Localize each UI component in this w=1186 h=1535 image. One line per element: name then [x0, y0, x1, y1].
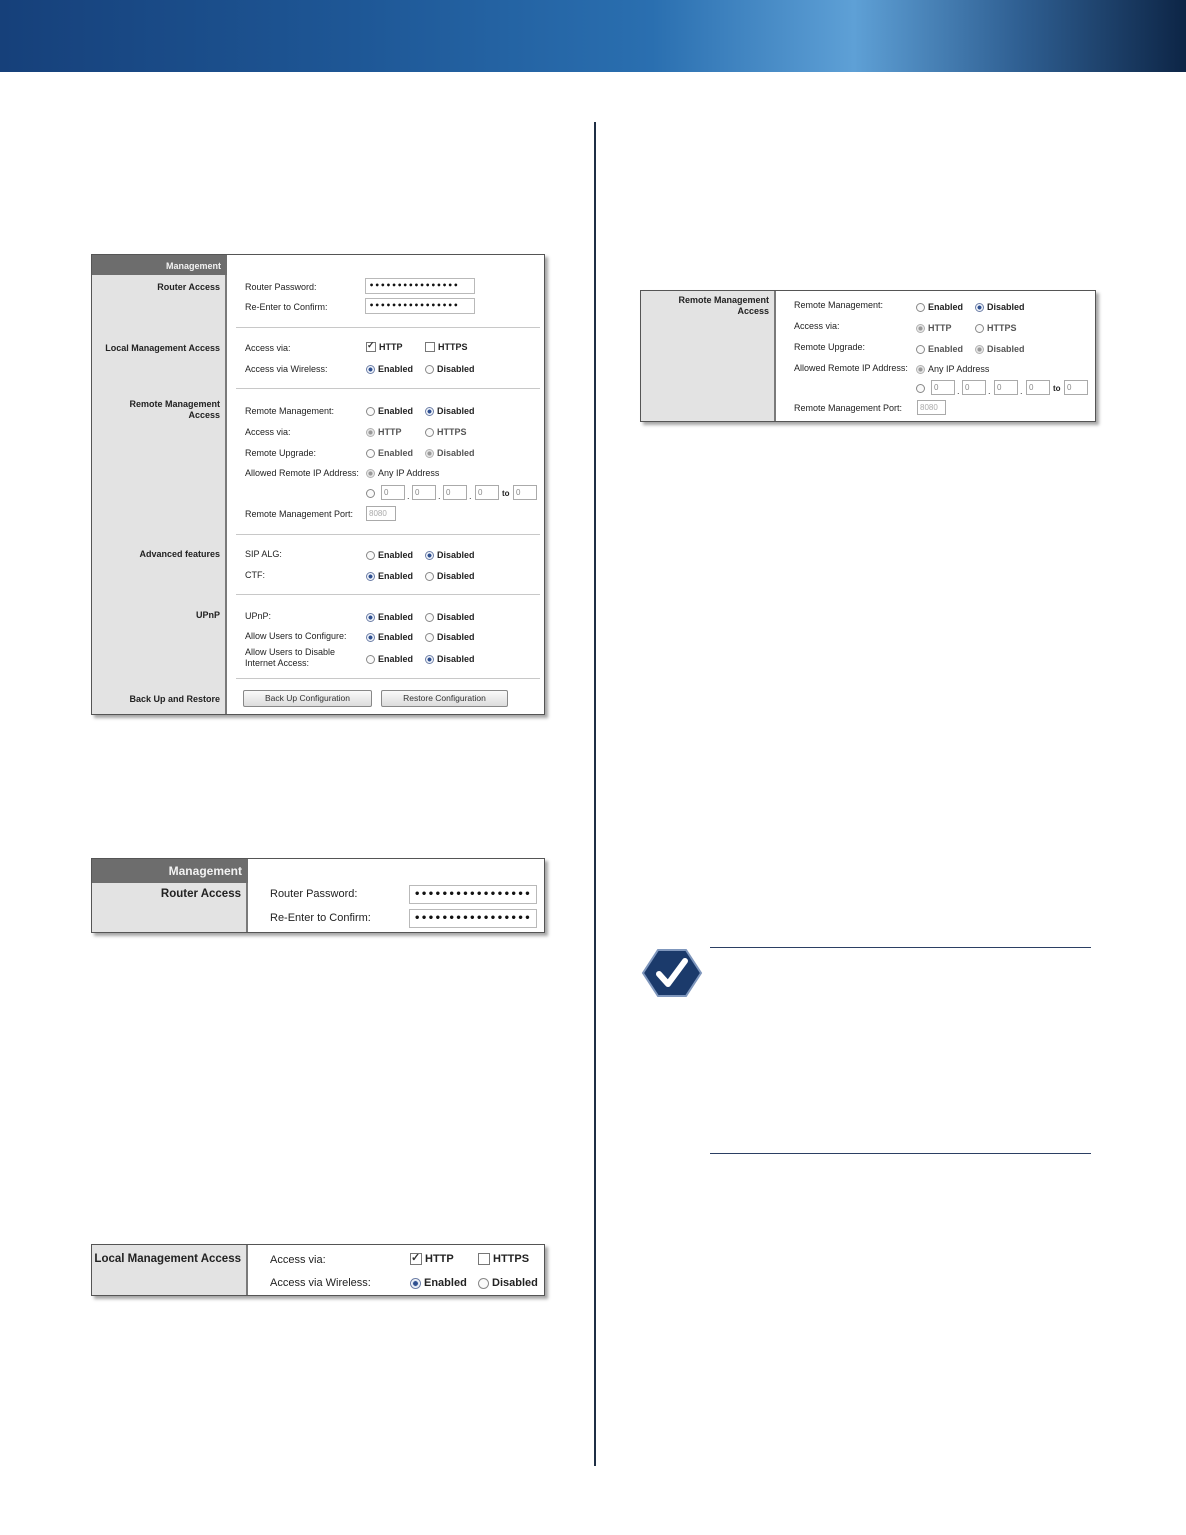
remote-management-label: Remote Management: — [245, 406, 335, 416]
upgrade-enabled-radio[interactable]: Enabled — [366, 448, 413, 458]
confirm-password-field[interactable]: •••••••••••••••• — [365, 298, 475, 314]
remote-http-radio[interactable]: HTTP — [366, 427, 402, 437]
ip-range-radio[interactable] — [916, 384, 925, 393]
ip-range-radio[interactable] — [366, 489, 375, 498]
remote-management-panel — [640, 290, 1096, 422]
section-remote-management: Remote Management Access — [678, 295, 769, 316]
upnp-disabled-radio[interactable]: Disabled — [425, 612, 475, 622]
https-checkbox[interactable]: HTTPS — [478, 1253, 529, 1265]
https-checkbox[interactable]: HTTPS — [425, 342, 468, 352]
remote-upgrade-label: Remote Upgrade: — [245, 448, 317, 458]
panel-header: Management — [92, 255, 227, 275]
wireless-enabled-radio[interactable]: Enabled — [410, 1277, 467, 1289]
router-access-panel — [91, 858, 545, 933]
configure-disabled-radio[interactable]: Disabled — [425, 632, 475, 642]
allowed-ip-label: Allowed Remote IP Address: — [794, 363, 908, 373]
section-remote-management: Remote Management Access — [129, 399, 220, 420]
ctf-enabled-radio[interactable]: Enabled — [366, 571, 413, 581]
router-password-label: Router Password: — [245, 282, 317, 292]
remote-upgrade-label: Remote Upgrade: — [794, 342, 866, 352]
remote-http-radio[interactable]: HTTP — [916, 323, 952, 333]
remote-enabled-radio[interactable]: Enabled — [366, 406, 413, 416]
note-top-rule — [710, 947, 1091, 948]
section-router-access: Router Access — [160, 888, 241, 900]
to-label: to — [1053, 384, 1061, 393]
divider — [236, 678, 540, 679]
access-via-label: Access via: — [270, 1254, 326, 1266]
ip-separator: . — [407, 491, 410, 501]
ip-separator: . — [469, 491, 472, 501]
re-enter-label: Re-Enter to Confirm: — [245, 302, 328, 312]
ip-separator: . — [438, 491, 441, 501]
upgrade-disabled-radio[interactable]: Disabled — [425, 448, 475, 458]
sidebar — [92, 255, 227, 714]
sip-enabled-radio[interactable]: Enabled — [366, 550, 413, 560]
ip-separator: . — [957, 386, 960, 396]
upgrade-enabled-radio[interactable]: Enabled — [916, 344, 963, 354]
column-divider — [594, 122, 596, 1466]
checkmark-icon — [641, 948, 703, 998]
header-banner — [0, 0, 1186, 72]
any-ip-radio[interactable]: Any IP Address — [916, 364, 989, 374]
remote-port-label: Remote Management Port: — [245, 509, 354, 519]
ip-range-end[interactable]: 0 — [513, 485, 537, 500]
ctf-label: CTF: — [245, 570, 265, 580]
remote-port-label: Remote Management Port: — [794, 403, 903, 413]
access-via-wireless-label: Access via Wireless: — [270, 1277, 371, 1289]
remote-https-radio[interactable]: HTTPS — [425, 427, 467, 437]
remote-port-field[interactable]: 8080 — [366, 506, 396, 521]
http-checkbox[interactable]: ✓ HTTP — [410, 1253, 454, 1265]
ip-separator: . — [1020, 386, 1023, 396]
remote-https-radio[interactable]: HTTPS — [975, 323, 1017, 333]
ip-separator: . — [988, 386, 991, 396]
allow-configure-label: Allow Users to Configure: — [245, 631, 347, 641]
divider — [236, 594, 540, 595]
divider — [236, 388, 540, 389]
restore-configuration-button[interactable]: Restore Configuration — [381, 690, 508, 707]
disable-disabled-radio[interactable]: Disabled — [425, 654, 475, 664]
management-panel-full — [91, 254, 545, 715]
access-via-label: Access via: — [245, 343, 291, 353]
any-ip-radio[interactable]: Any IP Address — [366, 468, 439, 478]
remote-access-via-label: Access via: — [794, 321, 840, 331]
ip-octet-2[interactable]: 0 — [412, 485, 436, 500]
remote-management-label: Remote Management: — [794, 300, 884, 310]
note-bottom-rule — [710, 1153, 1091, 1154]
section-local-management: Local Management Access — [105, 343, 220, 353]
upgrade-disabled-radio[interactable]: Disabled — [975, 344, 1025, 354]
router-password-field[interactable]: ••••••••••••••••• — [409, 885, 537, 904]
section-router-access: Router Access — [157, 282, 220, 292]
backup-configuration-button[interactable]: Back Up Configuration — [243, 690, 372, 707]
divider — [236, 327, 540, 328]
to-label: to — [502, 489, 510, 498]
ip-octet-3[interactable]: 0 — [994, 380, 1018, 395]
allowed-ip-label: Allowed Remote IP Address: — [245, 468, 359, 478]
local-management-panel — [91, 1244, 545, 1296]
router-password-label: Router Password: — [270, 888, 358, 900]
section-upnp: UPnP — [195, 610, 220, 620]
upnp-label: UPnP: — [245, 611, 272, 621]
ip-octet-4[interactable]: 0 — [475, 485, 499, 500]
section-backup-restore: Back Up and Restore — [129, 694, 220, 704]
remote-disabled-radio[interactable]: Disabled — [975, 302, 1025, 312]
ip-octet-4[interactable]: 0 — [1026, 380, 1050, 395]
section-local-management: Local Management Access — [94, 1253, 241, 1265]
divider — [236, 534, 540, 535]
remote-access-via-label: Access via: — [245, 427, 291, 437]
remote-port-field[interactable]: 8080 — [917, 400, 946, 415]
panel-header: Management — [92, 859, 248, 883]
remote-disabled-radio[interactable]: Disabled — [425, 406, 475, 416]
wireless-disabled-radio[interactable]: Disabled — [425, 364, 475, 374]
remote-enabled-radio[interactable]: Enabled — [916, 302, 963, 312]
ip-range-end[interactable]: 0 — [1064, 380, 1088, 395]
wireless-enabled-radio[interactable]: Enabled — [366, 364, 413, 374]
upnp-enabled-radio[interactable]: Enabled — [366, 612, 413, 622]
confirm-password-field[interactable]: ••••••••••••••••• — [409, 909, 537, 928]
router-password-field[interactable]: •••••••••••••••• — [365, 278, 475, 294]
configure-enabled-radio[interactable]: Enabled — [366, 632, 413, 642]
wireless-disabled-radio[interactable]: Disabled — [478, 1277, 538, 1289]
re-enter-label: Re-Enter to Confirm: — [270, 912, 371, 924]
access-via-wireless-label: Access via Wireless: — [245, 364, 328, 374]
allow-disable-label: Allow Users to Disable Internet Access: — [245, 647, 336, 668]
sip-alg-label: SIP ALG: — [245, 549, 282, 559]
ip-octet-2[interactable]: 0 — [962, 380, 986, 395]
section-advanced-features: Advanced features — [139, 549, 220, 559]
ip-octet-3[interactable]: 0 — [443, 485, 467, 500]
ip-octet-1[interactable]: 0 — [931, 380, 955, 395]
disable-enabled-radio[interactable]: Enabled — [366, 654, 413, 664]
ip-octet-1[interactable]: 0 — [381, 485, 405, 500]
http-checkbox[interactable]: ✓ HTTP — [366, 342, 403, 352]
sip-disabled-radio[interactable]: Disabled — [425, 550, 475, 560]
ctf-disabled-radio[interactable]: Disabled — [425, 571, 475, 581]
